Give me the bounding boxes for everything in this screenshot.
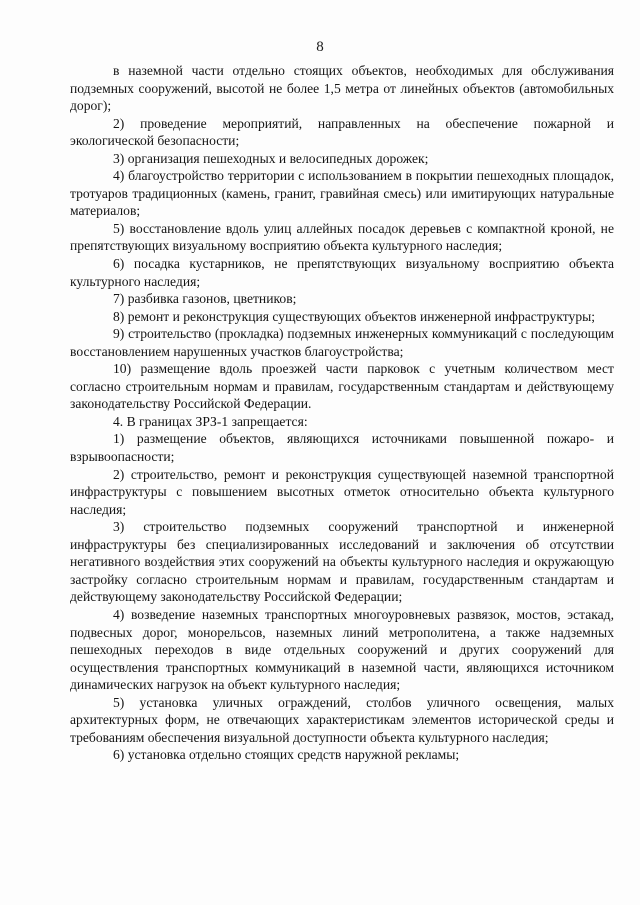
- list-item-7: 7) разбивка газонов, цветников;: [113, 291, 297, 307]
- list-item-3: 3) организация пешеходных и велосипедных дорожек;: [113, 150, 429, 166]
- section-heading-4: 4. В границах ЗРЗ-1 запрещается:: [113, 413, 308, 429]
- prohibited-item-6: 6) установка отдельно стоящих средств наружной рекламы;: [113, 747, 460, 763]
- prohibited-item-4: 4) возведение наземных транспортных многоуровневых развязок, мостов, эстакад, подвесных дорог, монорельсов, наземных линий метрополитена, а также надземных пешеходных переходов в виде отдельных сооружений и других сооружений для осуществления транспортных коммуникаций в наземной части, являющихся источником динамических нагрузок на объект культурного наследия;: [70, 606, 614, 693]
- list-item-2: 2) проведение мероприятий, направленных на обеспечение пожарной и экологической безопасности;: [70, 115, 614, 149]
- prohibited-item-1: 1) размещение объектов, являющихся источниками повышенной пожаро- и взрывоопасности;: [70, 431, 614, 465]
- list-item-5: 5) восстановление вдоль улиц аллейных посадок деревьев с компактной кроной, не препятствующих визуальному восприятию объекта культурного наследия;: [70, 220, 614, 254]
- list-item-9: 9) строительство (прокладка) подземных инженерных коммуникаций с последующим восстановлением нарушенных участков благоустройства;: [70, 326, 614, 359]
- list-item-10: 10) размещение вдоль проезжей части парковок с учетным количеством мест согласно строительным нормам и правилам, государственным стандартам и действующему законодательству Российской Федерации.: [70, 361, 614, 412]
- prohibited-item-5: 5) установка уличных ограждений, столбов уличного освещения, малых архитектурных форм, не отвечающих характеристикам элементов исторической среды и требованиям обеспечения визуальной доступности объекта культурного наследия;: [70, 694, 614, 745]
- prohibited-item-3: 3) строительство подземных сооружений транспортной и инженерной инфраструктуры без специализированных исследований и заключения об отсутствии негативного воздействия этих сооружений на объекты культурного наследия и окружающую застройку согласно строительным нормам и правилам, государственным стандартам и действующему законодательству Российской Федерации;: [70, 519, 614, 605]
- page-number: 8: [316, 39, 324, 55]
- list-item-6: 6) посадка кустарников, не препятствующих визуальному восприятию объекта культурного наследия;: [70, 256, 614, 289]
- paragraph-continuation: в наземной части отдельно стоящих объектов, необходимых для обслуживания подземных сооружений, высотой не более 1,5 метра от линейных объектов (автомобильных дорог);: [70, 63, 614, 114]
- document-body: [70, 62, 614, 764]
- list-item-4: 4) благоустройство территории с использованием в покрытии пешеходных площадок, тротуаров традиционных (камень, гранит, гравийная смесь) или имитирующих натуральные материалов;: [70, 168, 614, 219]
- prohibited-item-2: 2) строительство, ремонт и реконструкция существующей наземной транспортной инфраструктуры с повышением высотных отметок относительно объекта культурного наследия;: [70, 466, 614, 517]
- list-item-8: 8) ремонт и реконструкция существующих объектов инженерной инфраструктуры;: [113, 308, 596, 324]
